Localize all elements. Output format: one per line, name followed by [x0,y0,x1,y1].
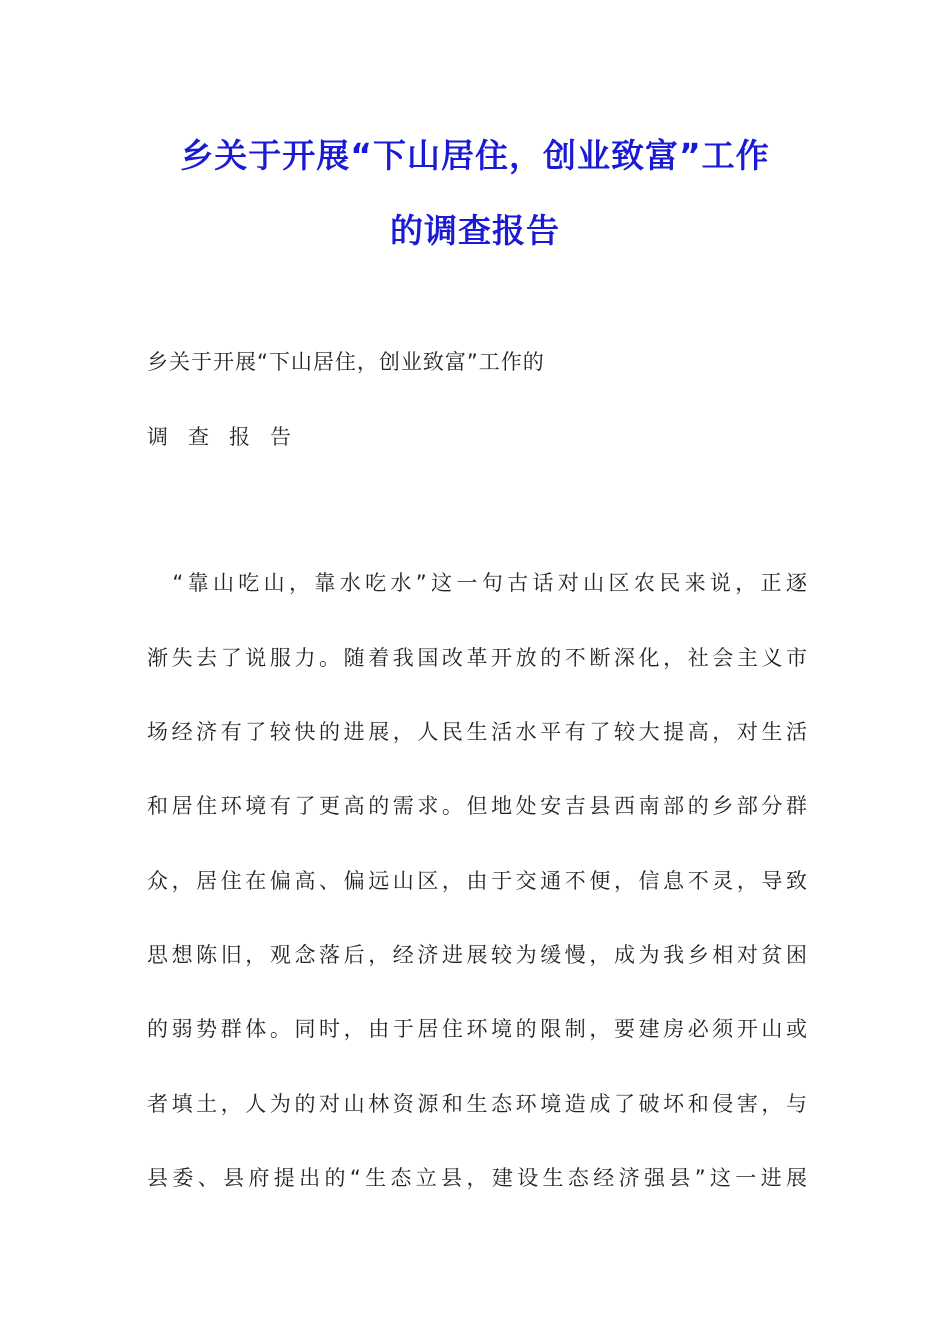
subtitle-line-1: 乡关于开展“下山居住，创业致富”工作的 [147,350,545,374]
document-title-line-2: 的调查报告 [390,211,560,250]
subtitle-line-2: 调查报告 [147,425,311,449]
body-line: 渐失去了说服力。随着我国改革开放的不断深化，社会主义市 [147,646,807,670]
body-line: 县委、县府提出的“生态立县，建设生态经济强县”这一进展 [147,1166,807,1190]
body-line: 众，居住在偏高、偏远山区，由于交通不便，信息不灵，导致 [147,869,807,893]
document-title-line-1: 乡关于开展“下山居住，创业致富”工作 [180,136,770,175]
body-line: 者填土，人为的对山林资源和生态环境造成了破坏和侵害，与 [147,1092,807,1116]
body-line: “靠山吃山，靠水吃水”这一句古话对山区农民来说，正逐 [147,571,807,595]
body-line: 思想陈旧，观念落后，经济进展较为缓慢，成为我乡相对贫困 [147,943,807,967]
body-line: 和居住环境有了更高的需求。但地处安吉县西南部的乡部分群 [147,794,807,818]
body-line: 的弱势群体。同时，由于居住环境的限制，要建房必须开山或 [147,1017,807,1041]
body-line: 场经济有了较快的进展，人民生活水平有了较大提高，对生活 [147,720,807,744]
